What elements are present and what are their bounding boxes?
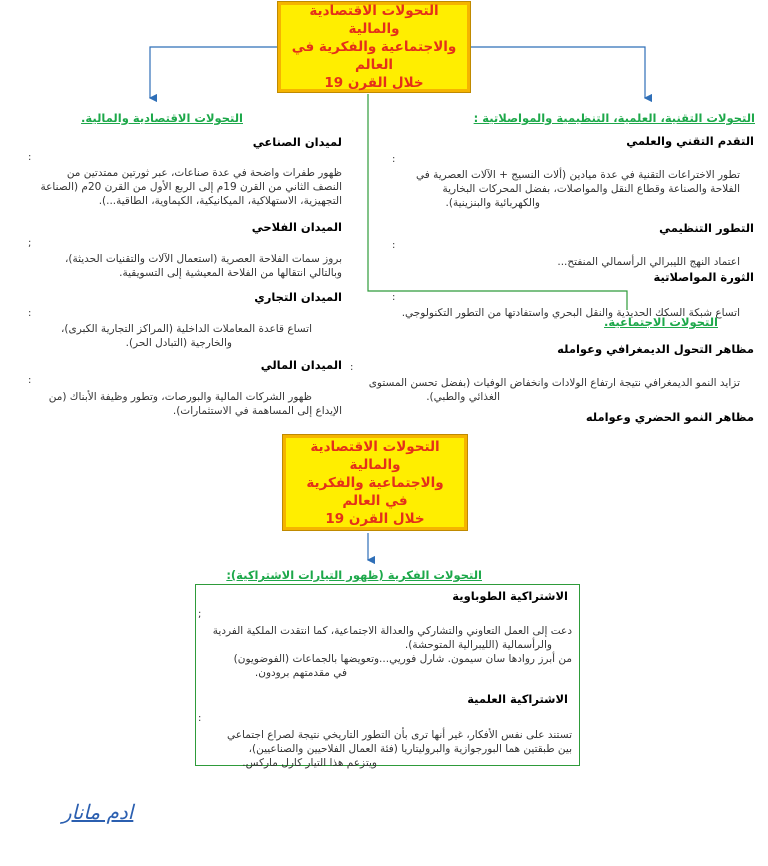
- utopian-line2: والرأسمالية (الليبرالية المتوحشة).: [404, 639, 552, 651]
- utopian-line3: من أبرز روادها سان سيمون. شارل فوريي...وتعويضها بالجماعات (الفوضويون): [233, 653, 572, 665]
- middle-title-line3: خلال القرن 19: [325, 510, 425, 527]
- transport-dot: :: [392, 292, 396, 303]
- utopian-dot: ;: [198, 609, 202, 620]
- industrial-dot: :: [28, 152, 32, 163]
- finance-line2: الإيداع إلى المساهمة في الاستثمارات).: [172, 405, 342, 417]
- finance-heading: الميدان المالي: [260, 358, 342, 372]
- connector-right: [470, 47, 645, 98]
- science-line1: تطور الاختراعات التقنية في عدة ميادين (ألات النسيج + الآلات العصرية في: [415, 169, 740, 181]
- agriculture-text: [22, 252, 342, 280]
- utopian-line4: في مقدمتهم برودون.: [254, 667, 347, 679]
- agriculture-line2: وبالتالي انتقالها من الفلاحة المعيشية إلى التسويقية.: [119, 267, 342, 279]
- scientific-dot: :: [198, 713, 202, 724]
- trade-text: [22, 322, 342, 350]
- demographic-line1: تزايد النمو الديمغرافي نتيجة ارتفاع الولادات وانخفاض الوفيات (بفضل تحسن المستوى: [368, 377, 740, 389]
- demographic-line2: الغذائي والطبي).: [426, 391, 500, 403]
- industrial-text: [22, 166, 342, 208]
- organization-heading: التطور التنظيمي: [659, 221, 754, 235]
- connector-left: [150, 47, 278, 98]
- urban-heading: مظاهر النمو الحضري وعوامله: [585, 410, 754, 424]
- demographic-heading: مظاهر التحول الديمغرافي وعوامله: [557, 342, 754, 356]
- utopian-heading: الاشتراكية الطوباوية: [452, 589, 568, 603]
- trade-line2: والخارجية (التبادل الحر).: [125, 337, 232, 349]
- industrial-line2: النصف الثاني من القرن 19م إلى الربع الأول من القرن 20م (الصناعة: [40, 181, 342, 193]
- science-dot: :: [392, 154, 396, 165]
- top-title-line3: خلال القرن 19: [324, 75, 424, 91]
- signature: ادم مانار: [62, 800, 134, 824]
- utopian-text: [197, 624, 572, 680]
- transport-text: اتساع شبكة السكك الحديدية والنقل البحري واستفادتها من التطور التكنولوجي.: [401, 307, 740, 319]
- social-section-title: التحولات الاجتماعية.: [604, 315, 718, 329]
- trade-dot: :: [28, 308, 32, 319]
- scientific-line3: ويتزعم هذا التيار كارل ماركس.: [242, 757, 377, 769]
- scientific-text: [197, 728, 572, 770]
- top-title-line2: والاجتماعية والفكرية في العالم: [291, 39, 457, 73]
- middle-title-line2: والاجتماعية والفكرية في العالم: [306, 474, 444, 509]
- finance-line1: ظهور الشركات المالية والبورصات، وتطور وظيفة الأبناك (من: [48, 391, 312, 403]
- science-heading: التقدم التقني والعلمي: [626, 134, 754, 148]
- agriculture-line1: بروز سمات الفلاحة العصرية (استعمال الآلات والتقنيات الحديثة)،: [64, 253, 342, 265]
- agriculture-dot: ;: [28, 238, 32, 249]
- scientific-line1: تستند على نفس الأفكار، غير أنها ترى بأن التطور التاريخي نتيجة لصراع اجتماعي: [227, 729, 572, 741]
- right-section-title: التحولات التقنية، العلمية، التنظيمية والمواصلاتية :: [473, 111, 755, 125]
- top-title-line1: التحولات الاقتصادية والمالية: [309, 3, 439, 37]
- demographic-text: [340, 376, 740, 404]
- left-section-title: التحولات الاقتصادية والمالية.: [81, 111, 243, 125]
- science-line2: الفلاحة والصناعة وقطاع النقل والمواصلات، بفضل المحركات البخارية: [442, 183, 740, 195]
- middle-title-line1: التحولات الاقتصادية والمالية: [310, 438, 440, 473]
- scientific-heading: الاشتراكية العلمية: [467, 692, 568, 706]
- industrial-line3: التجهيزية، الاستهلاكية، الميكانيكية، الكيماوية، الطاقية...).: [98, 195, 342, 207]
- trade-line1: اتساع قاعدة المعاملات الداخلية (المراكز التجارية الكبرى)،: [61, 323, 312, 335]
- finance-dot: :: [28, 375, 32, 386]
- industrial-line1: ظهور طفرات واضحة في عدة صناعات، عبر ثورتين ممتدتين من: [66, 167, 342, 179]
- science-line3: والكهربائية والبنزينية).: [445, 197, 540, 209]
- intellectual-section-title: التحولات الفكرية (ظهور التيارات الاشتراكية):: [226, 568, 482, 582]
- agriculture-heading: الميدان الفلاحي: [251, 220, 342, 234]
- trade-heading: الميدان التجاري: [254, 290, 342, 304]
- scientific-line2: بين طبقتين هما البورجوازية والبروليتاريا (فئة العمال الفلاحيين والصناعيين)،: [248, 743, 572, 755]
- organization-text: اعتماد النهج الليبرالي الرأسمالي المنفتح...: [557, 256, 740, 268]
- transport-heading: الثورة المواصلاتية: [653, 270, 754, 284]
- industrial-heading: لميدان الصناعي: [252, 135, 342, 149]
- utopian-line1: دعت إلى العمل التعاوني والتشاركي والعدالة الاجتماعية، كما انتقدت الملكية الفردية: [212, 625, 572, 637]
- organization-dot: :: [392, 240, 396, 251]
- demographic-dot: :: [350, 362, 354, 373]
- finance-text: [22, 390, 342, 418]
- science-text: [380, 168, 740, 210]
- middle-title-box: [283, 435, 467, 530]
- top-title-box: [278, 2, 470, 92]
